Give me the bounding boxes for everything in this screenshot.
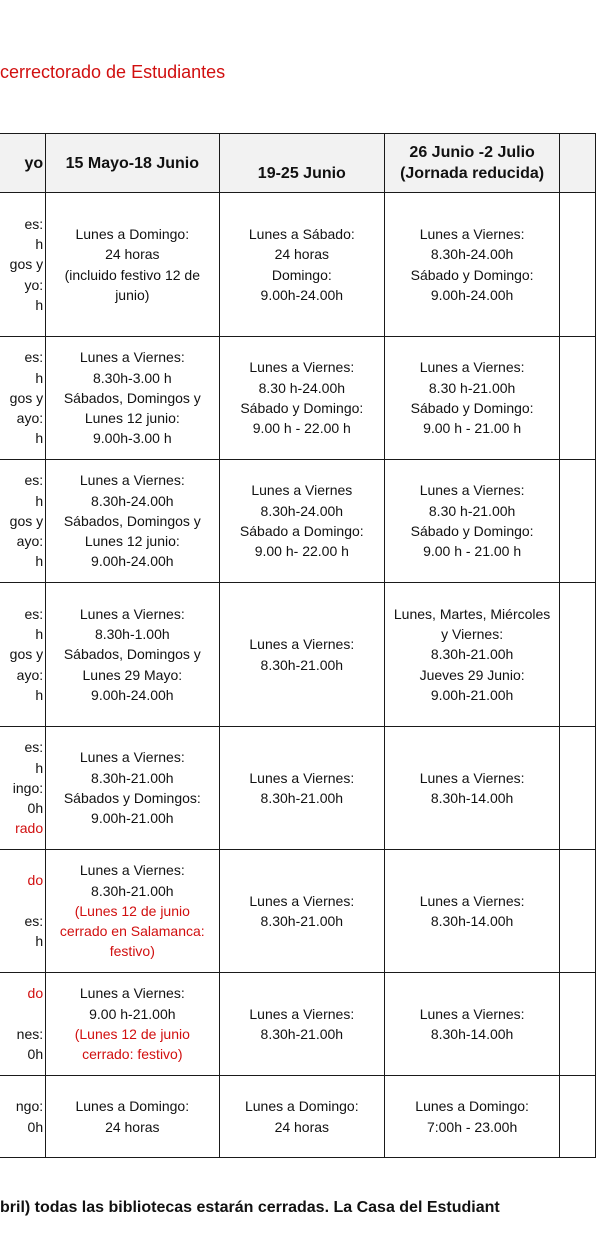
cell-text: es: h gos y yo: h	[9, 215, 44, 313]
cell-text: Lunes a Viernes: 8.30h-21.00h	[79, 862, 185, 899]
page-title: cerrectorado de Estudiantes	[0, 62, 226, 82]
table-cell	[219, 850, 385, 973]
table-cell	[560, 973, 596, 1076]
table-cell	[219, 727, 385, 850]
cell-note-red: (Lunes 12 de junio cerrado: festivo)	[74, 1026, 190, 1063]
table-cell	[560, 337, 596, 460]
cell-text: Lunes a Viernes: 8.30h-14.00h	[419, 769, 525, 806]
cell-text: Lunes a Viernes: 8.30h-1.00h Sábados, Domingos y Lunes 29 Mayo: 9.00h-24.00h	[63, 605, 201, 703]
cell-text: Lunes a Viernes: 8.30h-3.00 h Sábados, Domingos y Lunes 12 junio: 9.00h-3.00 h	[63, 349, 201, 447]
footer-note: bril) todas las bibliotecas estarán cerradas. La Casa del Estudiant	[0, 1199, 500, 1216]
table-cell	[219, 973, 385, 1076]
table-cell	[0, 583, 46, 727]
table-cell	[385, 583, 560, 727]
table-row	[0, 193, 596, 337]
column-header: 19-25 Junio	[219, 134, 385, 193]
table-cell	[385, 337, 560, 460]
table-cell	[385, 973, 560, 1076]
cell-text: Lunes a Viernes: 8.30 h-21.00h Sábado y Domingo: 9.00 h - 21.00 h	[410, 482, 534, 560]
table-cell	[560, 850, 596, 973]
table-cell	[560, 193, 596, 337]
cell-text: Lunes, Martes, Miércoles y Viernes: 8.30h-21.00h Jueves 29 Junio: 9.00h-21.00h	[393, 605, 551, 703]
cell-text: Lunes a Domingo: 24 horas	[75, 1098, 190, 1135]
table-cell	[219, 193, 385, 337]
cell-note-red: do	[27, 872, 44, 889]
table-cell	[46, 973, 219, 1076]
table-cell	[0, 337, 46, 460]
table-cell	[560, 727, 596, 850]
cell-text: es: h gos y ayo: h	[9, 349, 44, 447]
cell-text: Lunes a Domingo: 24 horas (incluido festivo 12 de junio)	[64, 225, 201, 303]
table-row	[0, 1076, 596, 1158]
table-cell	[46, 583, 219, 727]
cell-text: Lunes a Viernes: 8.30h-21.00h	[249, 1005, 355, 1042]
table-cell	[46, 727, 219, 850]
table-row	[0, 583, 596, 727]
cell-text: Lunes a Viernes 8.30h-24.00h Sábado a Domingo: 9.00 h- 22.00 h	[239, 482, 364, 560]
table-row	[0, 337, 596, 460]
cell-text: ngo: 0h	[15, 1098, 44, 1135]
table-cell	[385, 1076, 560, 1158]
cell-text: es: h	[24, 913, 44, 950]
table-cell	[0, 460, 46, 583]
cell-text: Lunes a Sábado: 24 horas Domingo: 9.00h-24.00h	[248, 225, 355, 303]
table-cell	[0, 1076, 46, 1158]
table-cell	[219, 460, 385, 583]
column-header: 26 Junio -2 Julio (Jornada reducida)	[385, 134, 560, 193]
table-cell	[219, 337, 385, 460]
cell-note-red: do	[27, 985, 44, 1002]
table-row	[0, 973, 596, 1076]
cell-text: Lunes a Viernes: 8.30h-21.00h	[249, 636, 355, 673]
cell-note-red: rado	[15, 820, 44, 837]
table-row	[0, 460, 596, 583]
cell-text: Lunes a Viernes: 8.30h-21.00h	[249, 769, 355, 806]
cell-text: Lunes a Domingo: 7:00h - 23.00h	[415, 1098, 529, 1135]
cell-text: nes: 0h	[16, 1026, 44, 1063]
cell-text: Lunes a Viernes: 8.30h-14.00h	[419, 892, 525, 929]
column-header: 15 Mayo-18 Junio	[46, 134, 219, 193]
schedule-table	[0, 133, 596, 1158]
table-cell	[46, 460, 219, 583]
cell-text: Lunes a Viernes: 8.30h-24.00h Sábado y Domingo: 9.00h-24.00h	[410, 225, 534, 303]
cell-text: Lunes a Domingo: 24 horas	[244, 1098, 359, 1135]
cell-note-red: (Lunes 12 de junio cerrado en Salamanca: festivo)	[59, 902, 205, 960]
table-cell	[0, 727, 46, 850]
table-cell	[46, 337, 219, 460]
table-cell	[385, 193, 560, 337]
table-cell	[560, 583, 596, 727]
table-cell	[385, 850, 560, 973]
cell-text: Lunes a Viernes: 8.30 h-24.00h Sábado y Domingo: 9.00 h - 22.00 h	[240, 359, 364, 437]
cell-text: Lunes a Viernes: 8.30h-24.00h Sábados, Domingos y Lunes 12 junio: 9.00h-24.00h	[63, 472, 201, 570]
cell-text: Lunes a Viernes: 8.30h-14.00h	[419, 1005, 525, 1042]
cell-text: Lunes a Viernes: 9.00 h-21.00h	[79, 985, 185, 1022]
table-cell	[219, 583, 385, 727]
column-header	[560, 134, 596, 193]
cell-text: Lunes a Viernes: 8.30h-21.00h Sábados y Domingos: 9.00h-21.00h	[63, 749, 201, 827]
table-cell	[46, 193, 219, 337]
table-cell	[385, 727, 560, 850]
cell-text: es: h gos y ayo: h	[9, 605, 44, 703]
table-cell	[0, 973, 46, 1076]
table-cell	[560, 460, 596, 583]
table-cell	[0, 193, 46, 337]
table-row	[0, 850, 596, 973]
table-cell	[385, 460, 560, 583]
table-cell	[560, 1076, 596, 1158]
table-row	[0, 727, 596, 850]
header-row	[0, 134, 596, 193]
table-cell	[46, 850, 219, 973]
column-header: yo	[0, 134, 46, 193]
table-cell	[46, 1076, 219, 1158]
cell-text: es: h gos y ayo: h	[9, 472, 44, 570]
table-cell	[0, 850, 46, 973]
cell-text: es: h ingo: 0h	[12, 739, 44, 817]
cell-text: Lunes a Viernes: 8.30h-21.00h	[249, 892, 355, 929]
cell-text: Lunes a Viernes: 8.30 h-21.00h Sábado y Domingo: 9.00 h - 21.00 h	[410, 359, 534, 437]
table-cell	[219, 1076, 385, 1158]
